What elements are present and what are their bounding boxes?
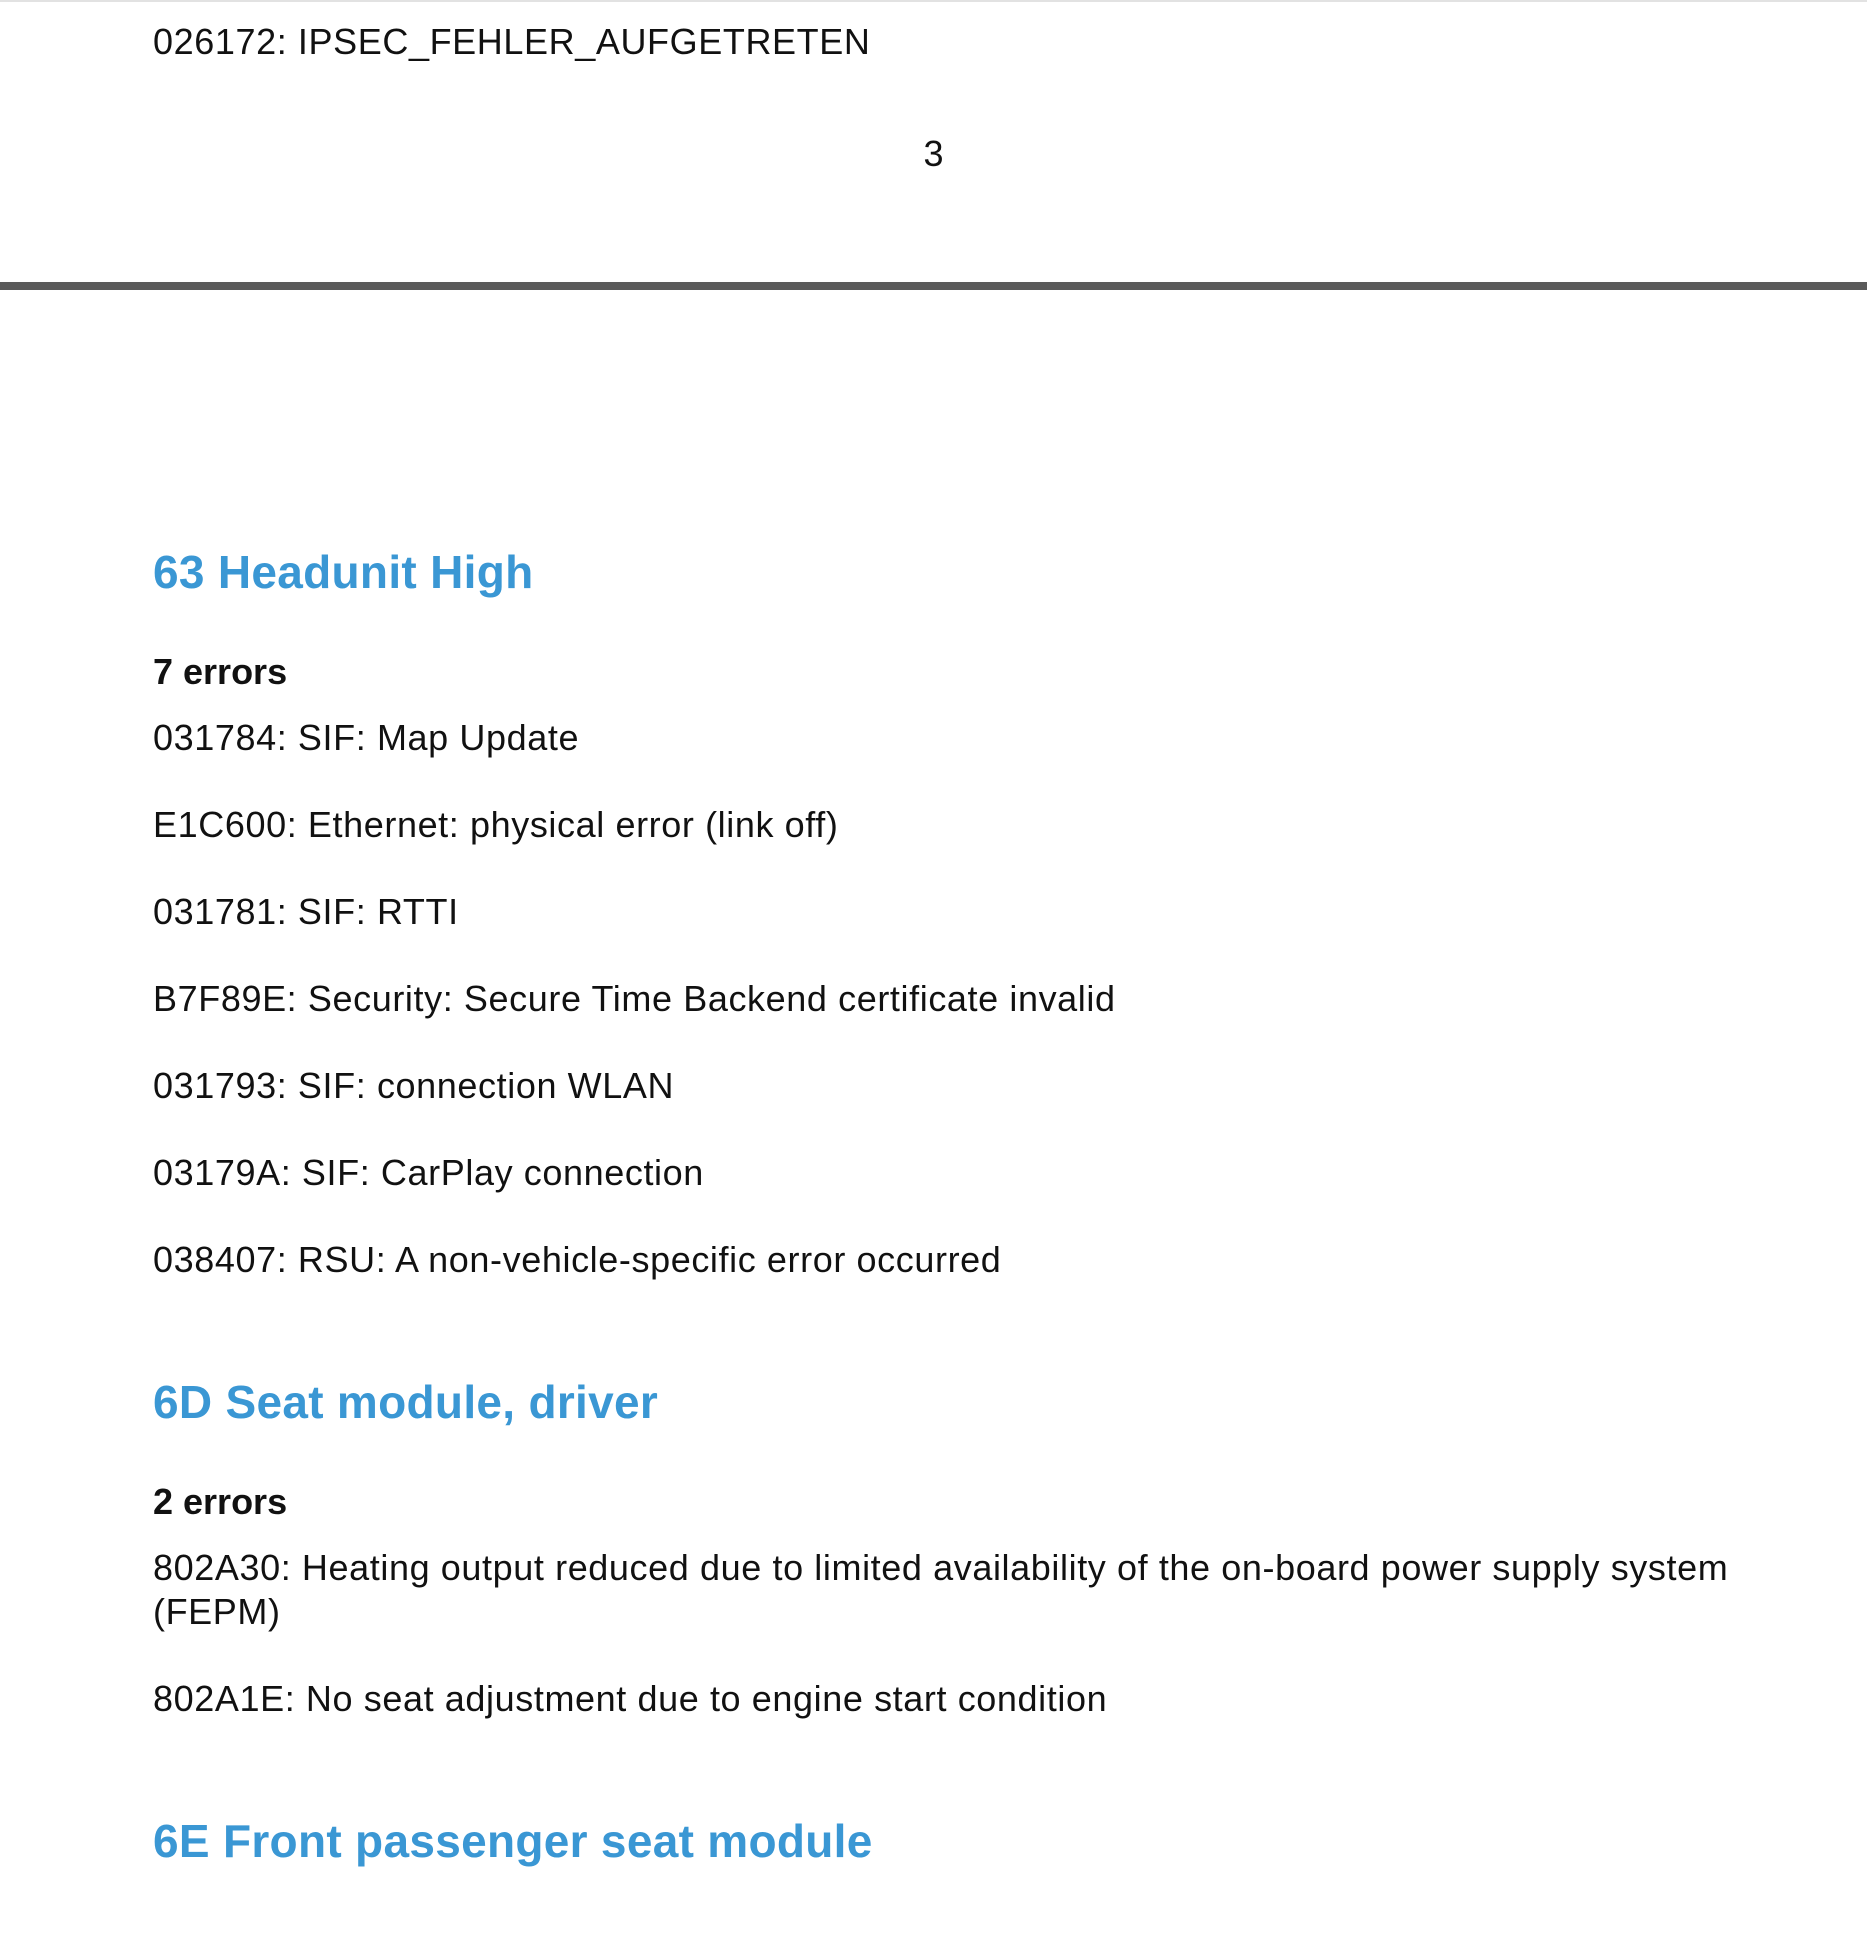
error-item: 031784: SIF: Map Update (153, 717, 580, 758)
section-title: 63 Headunit High (153, 546, 534, 598)
error-item: B7F89E: Security: Secure Time Backend certificate invalid (153, 978, 1116, 1019)
error-item: E1C600: Ethernet: physical error (link off) (153, 804, 839, 845)
error-item: 802A30: Heating output reduced due to limited availability of the on-board power supply system (FEPM) (153, 1547, 1729, 1632)
section-title: 6D Seat module, driver (153, 1376, 659, 1428)
error-list (153, 716, 1733, 1282)
error-item: 03179A: SIF: CarPlay connection (153, 1152, 704, 1193)
section-6d-seat-module-driver (153, 1360, 1733, 1721)
error-item: 031793: SIF: connection WLAN (153, 1065, 675, 1106)
section-title: 6E Front passenger seat module (153, 1815, 873, 1867)
error-item: 038407: RSU: A non-vehicle-specific error occurred (153, 1239, 1002, 1280)
section-6e-front-passenger-seat-module (153, 1799, 1733, 1883)
error-count: 2 errors (153, 1481, 288, 1522)
error-list (153, 1546, 1733, 1721)
page-content (153, 530, 1733, 1883)
section-63-headunit-high (153, 530, 1733, 1282)
error-item: 031781: SIF: RTTI (153, 891, 459, 932)
page-number: 3 (923, 133, 944, 174)
error-count: 7 errors (153, 651, 288, 692)
error-item: 802A1E: No seat adjustment due to engine start condition (153, 1678, 1108, 1719)
page-break-divider (0, 282, 1867, 290)
previous-page-footer (0, 0, 1867, 282)
previous-page-last-error: 026172: IPSEC_FEHLER_AUFGETRETEN (153, 21, 871, 62)
